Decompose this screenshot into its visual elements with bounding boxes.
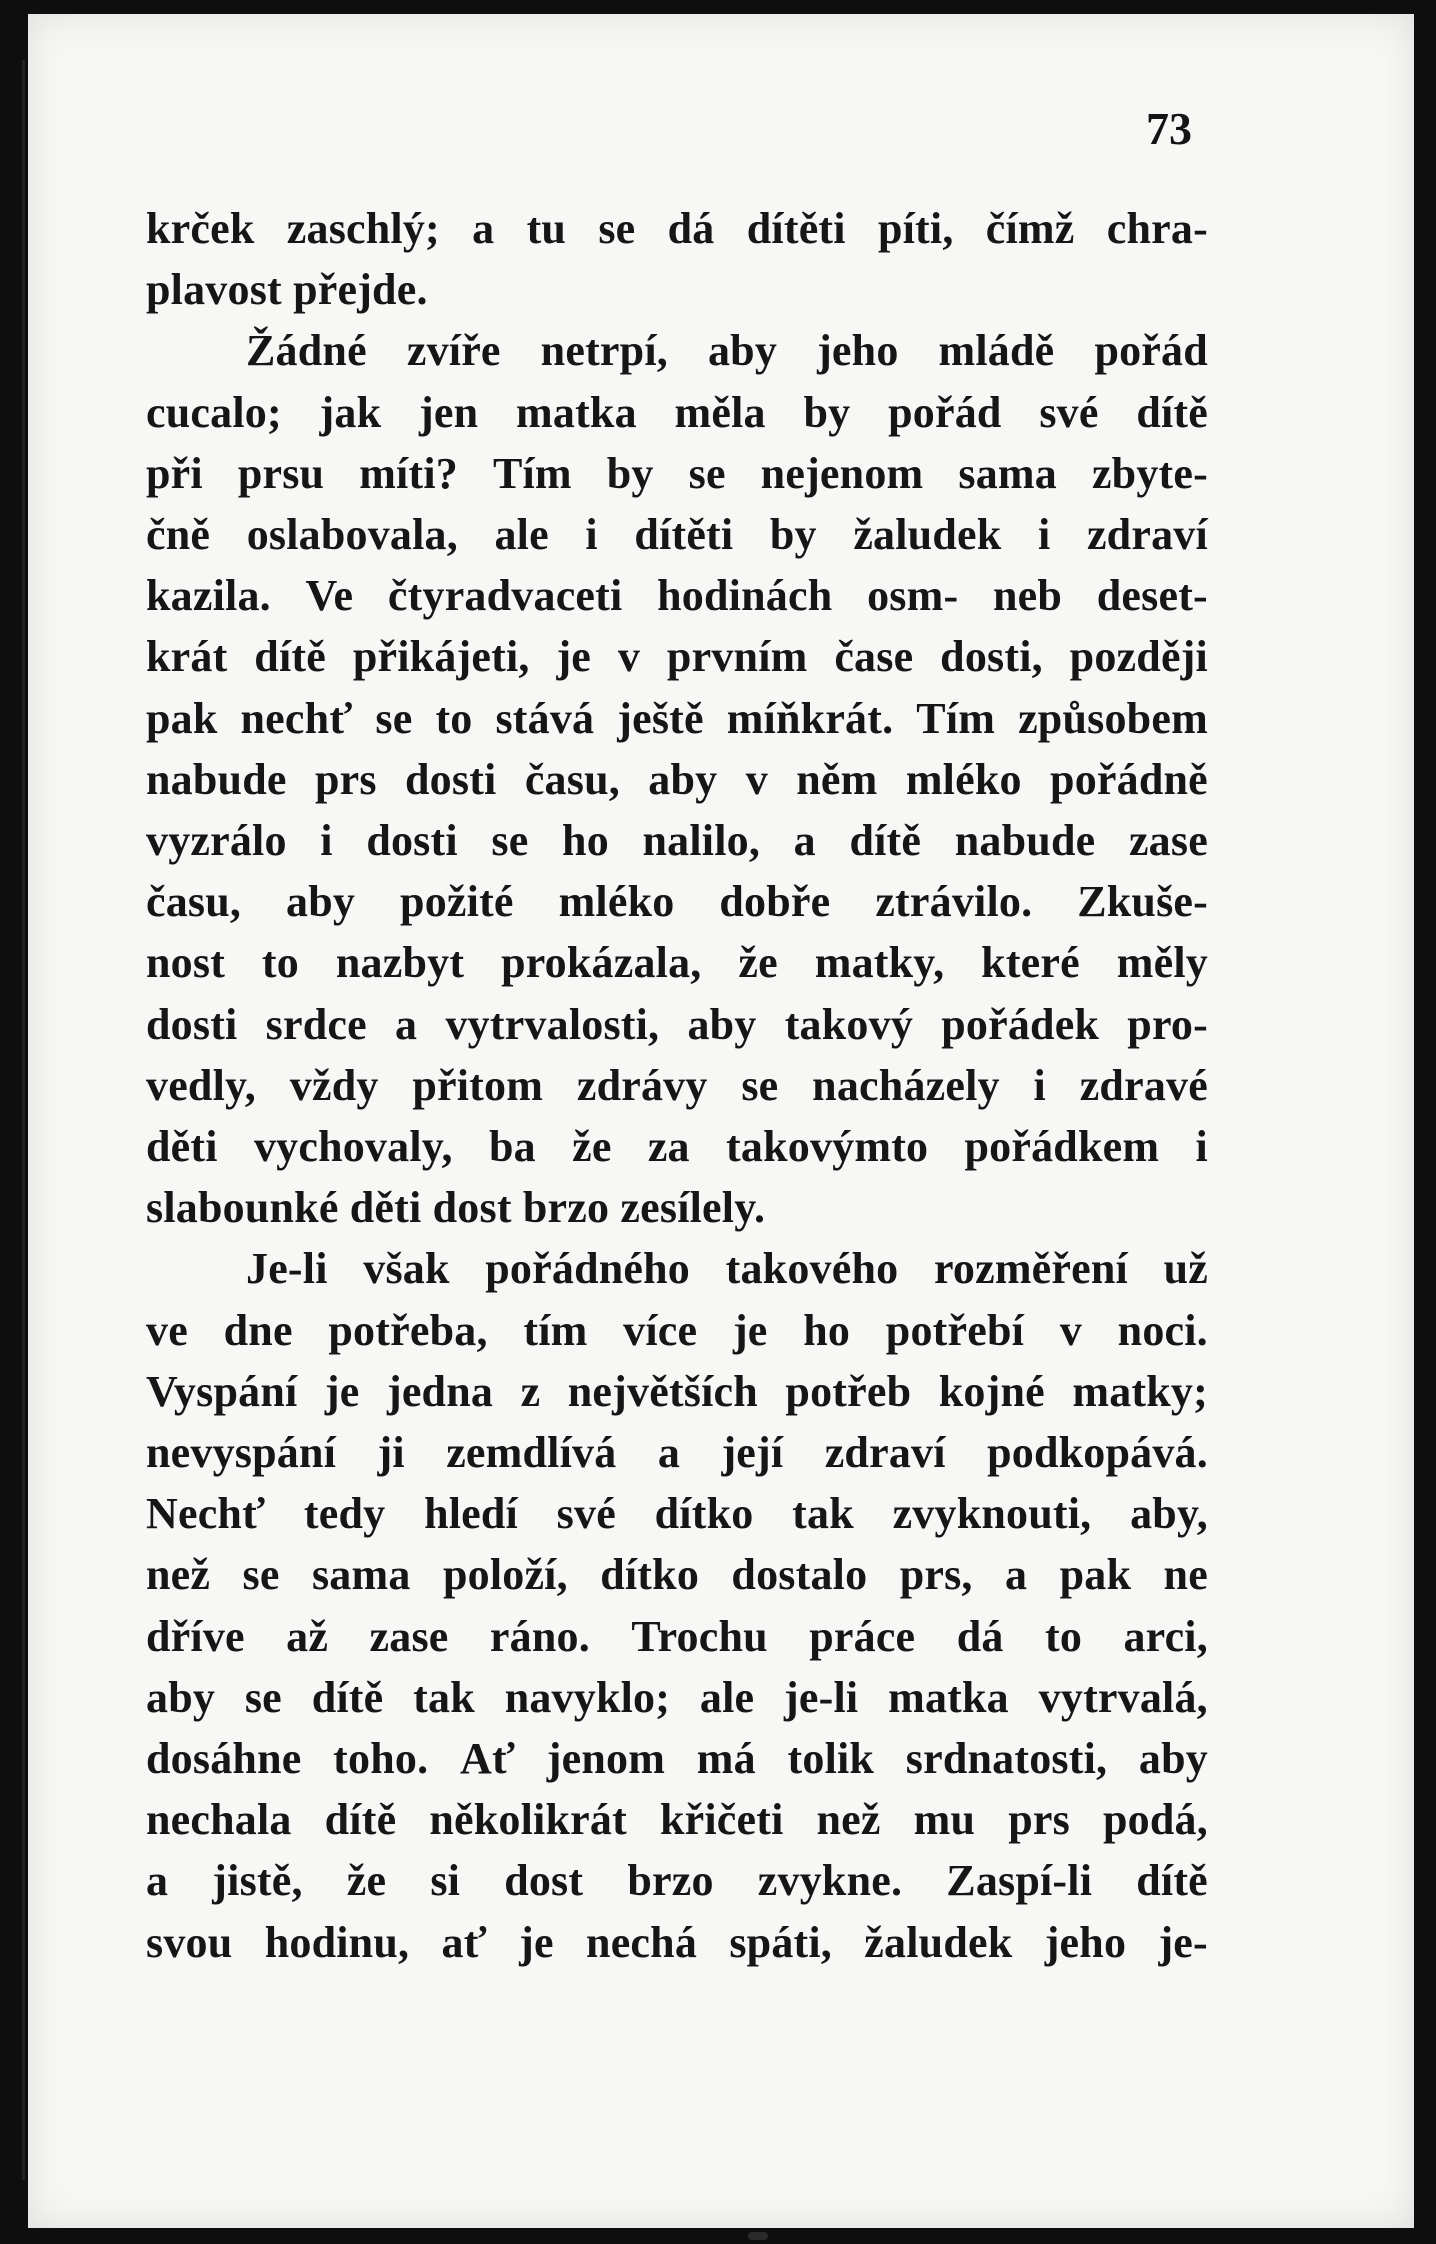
- text-line: dosti srdce a vytrvalosti, aby takový pořádek pro-: [146, 999, 1208, 1049]
- text-line: dříve až zase ráno. Trochu práce dá to arci,: [146, 1611, 1208, 1661]
- text-line: dosáhne toho. Ať jenom má tolik srdnatosti, aby: [146, 1734, 1208, 1784]
- text-line: při prsu míti? Tím by se nejenom sama zbyte-: [146, 448, 1208, 498]
- text-line: nechala dítě několikrát křičeti než mu prs podá,: [146, 1795, 1208, 1845]
- text-line: nost to nazbyt prokázala, že matky, které měly: [146, 938, 1208, 988]
- text-line: než se sama položí, dítko dostalo prs, a pak ne: [146, 1550, 1208, 1600]
- text-line: slabounké děti dost brzo zesílely.: [146, 1183, 766, 1233]
- text-line: děti vychovaly, ba že za takovýmto pořádkem i: [146, 1122, 1208, 1172]
- text-line: plavost přejde.: [146, 265, 428, 315]
- body-text: [146, 198, 1208, 1973]
- text-line: kazila. Ve čtyradvaceti hodinách osm- neb deset-: [146, 571, 1208, 621]
- text-line: Je-li však pořádného takového rozměření už: [246, 1244, 1208, 1294]
- text-line: Žádné zvíře netrpí, aby jeho mládě pořád: [246, 326, 1208, 376]
- text-line: vedly, vždy přitom zdrávy se nacházely i zdravé: [146, 1060, 1208, 1110]
- text-line: krček zaschlý; a tu se dá dítěti píti, čímž chra-: [146, 204, 1208, 253]
- text-line: svou hodinu, ať je nechá spáti, žaludek jeho je-: [146, 1917, 1208, 1967]
- text-line: a jistě, že si dost brzo zvykne. Zaspí-li dítě: [146, 1856, 1208, 1906]
- text-line: Nechť tedy hledí své dítko tak zvyknouti, aby,: [146, 1489, 1208, 1539]
- print-mark: [748, 2232, 768, 2240]
- text-line: aby se dítě tak navyklo; ale je-li matka vytrvalá,: [146, 1672, 1208, 1722]
- text-line: nevyspání ji zemdlívá a její zdraví podkopává.: [146, 1428, 1208, 1478]
- text-line: nabude prs dosti času, aby v něm mléko pořádně: [146, 754, 1208, 804]
- text-line: ve dne potřeba, tím více je ho potřebí v noci.: [146, 1305, 1208, 1355]
- text-line: vyzrálo i dosti se ho nalilo, a dítě nabude zase: [146, 816, 1208, 866]
- book-page: [28, 14, 1414, 2228]
- text-line: Vyspání je jedna z největších potřeb kojné matky;: [146, 1366, 1208, 1416]
- text-line: krát dítě přikájeti, je v prvním čase dosti, později: [146, 632, 1208, 682]
- text-line: času, aby požité mléko dobře ztrávilo. Zkuše-: [146, 877, 1208, 927]
- text-line: cucalo; jak jen matka měla by pořád své dítě: [146, 387, 1208, 437]
- page-binding-edge: [22, 60, 25, 2180]
- text-line: pak nechť se to stává ještě míňkrát. Tím způsobem: [146, 693, 1208, 743]
- page-number: 73: [1146, 103, 1192, 154]
- text-line: čně oslabovala, ale i dítěti by žaludek i zdraví: [146, 510, 1208, 560]
